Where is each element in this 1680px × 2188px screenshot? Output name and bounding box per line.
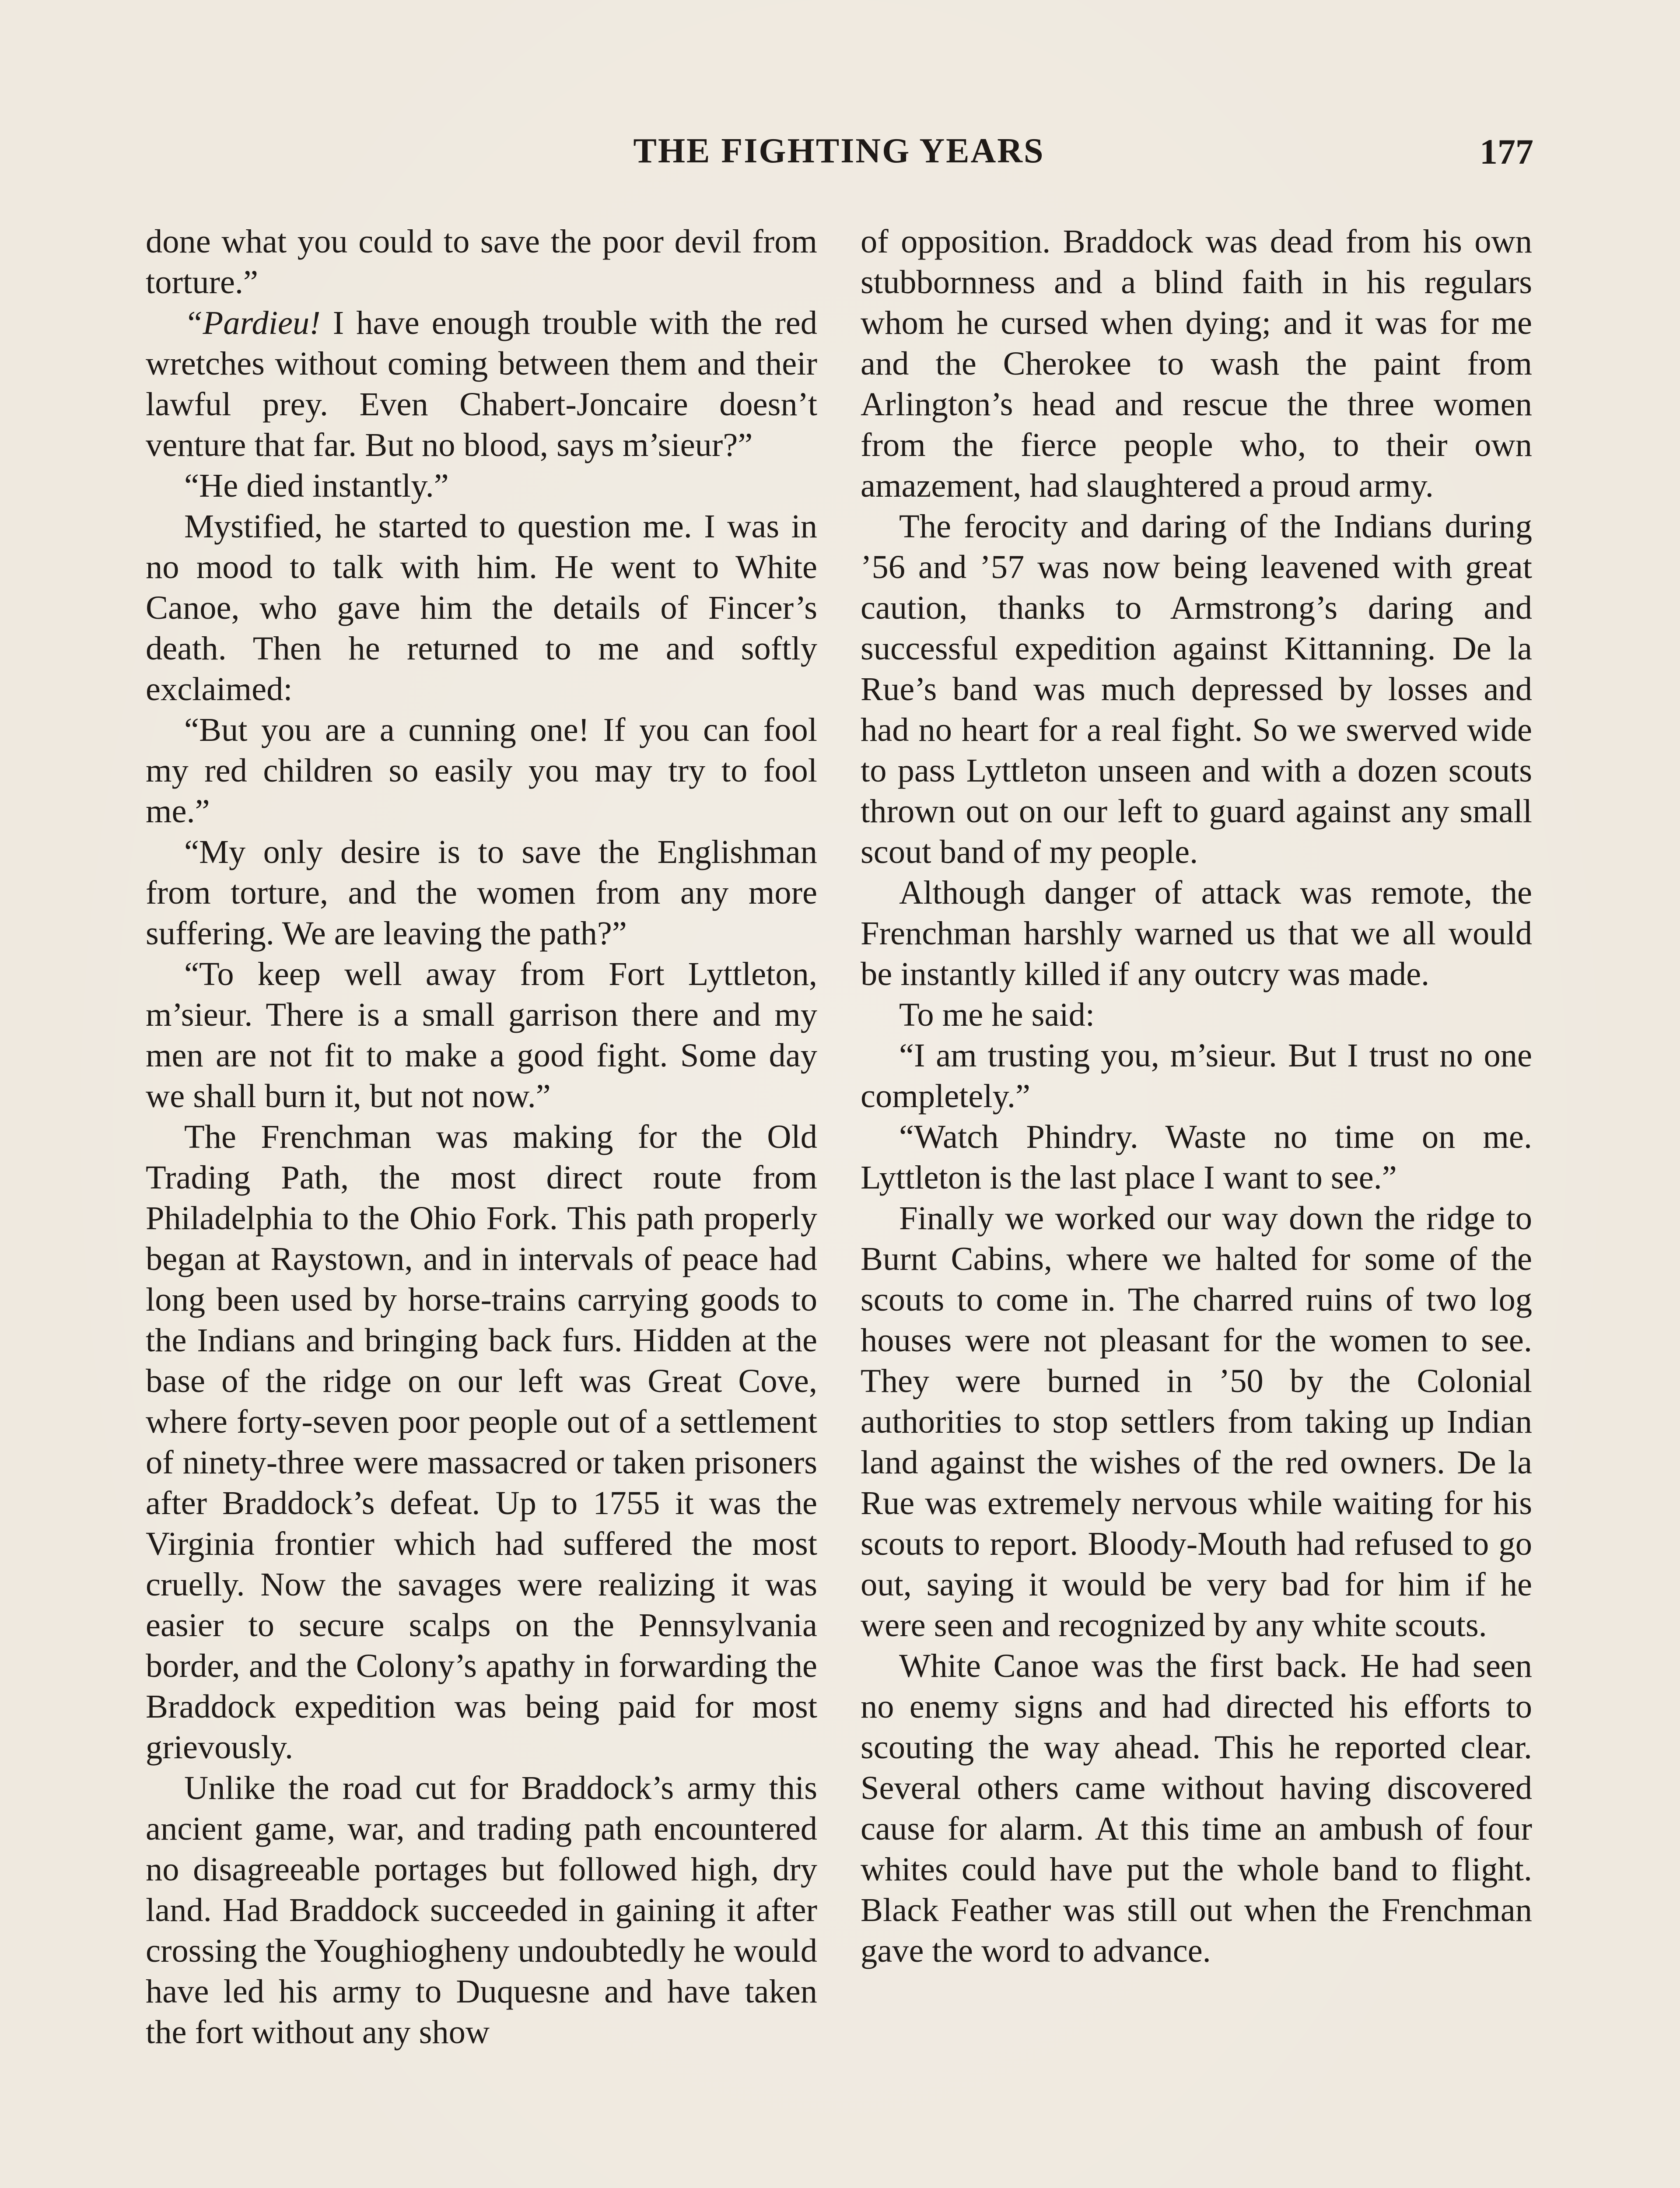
- paragraph: Although danger of attack was remote, the Frenchman harshly warned us that we all would be instantly killed if any outcry was made.: [861, 874, 1532, 992]
- paragraph: done what you could to save the poor devil from torture.”: [146, 223, 817, 301]
- paragraph: “My only desire is to save the Englishman from torture, and the women from any more suffering. We are leaving the path?”: [146, 833, 817, 952]
- paragraph: Mystified, he started to question me. I was in no mood to talk with him. He went to White Canoe, who gave him the details of Fincer’s death. Then he returned to me and softly exclaimed:: [146, 508, 817, 708]
- right-text-column: [861, 221, 1532, 1971]
- paragraph: “But you are a cunning one! If you can fool my red children so easily you may try to fool me.”: [146, 711, 817, 830]
- italic-exclamation: “Pardieu!: [184, 304, 321, 341]
- paragraph: Finally we worked our way down the ridge to Burnt Cabins, where we halted for some of the scouts to come in. The charred ruins of two log houses were not pleasant for the women to see. They were burned in ’50 by the Colonial authorities to stop settlers from taking up Indian land against the wishes of the red owners. De la Rue was extremely nervous while waiting for his scouts to report. Bloody-Mouth had refused to go out, saying it would be very bad for him if he were seen and recognized by any white scouts.: [861, 1199, 1532, 1644]
- paragraph: of opposition. Braddock was dead from his own stubbornness and a blind faith in his regulars whom he cursed when dying; and it was for me and the Cherokee to wash the paint from Arlington’s head and rescue the three women from the fierce people who, to their own amazement, had slaughtered a proud army.: [861, 223, 1532, 504]
- paragraph: “He died instantly.”: [184, 467, 449, 504]
- paragraph: “To keep well away from Fort Lyttleton, m’sieur. There is a small garrison there and my men are not fit to make a good fight. Some day we shall burn it, but not now.”: [146, 955, 817, 1115]
- paragraph: The ferocity and daring of the Indians during ’56 and ’57 was now being leavened with great caution, thanks to Armstrong’s daring and successful expedition against Kittanning. De la Rue’s band was much depressed by losses and had no heart for a real fight. So we swerved wide to pass Lyttleton unseen and with a dozen scouts thrown out on our left to guard against any small scout band of my people.: [861, 508, 1532, 870]
- paragraph: “Watch Phindry. Waste no time on me. Lyttleton is the last place I want to see.”: [861, 1118, 1532, 1196]
- paragraph: “Pardieu! I have enough trouble with the red wretches without coming between them and their lawful prey. Even Chabert-Joncaire doesn’t venture that far. But no blood, says m’sieur?”: [146, 304, 817, 463]
- paragraph: “I am trusting you, m’sieur. But I trust no one completely.”: [861, 1037, 1532, 1115]
- left-text-column: [146, 221, 817, 2052]
- page-number: 177: [1480, 132, 1533, 172]
- paragraph: Unlike the road cut for Braddock’s army this ancient game, war, and trading path encountered no disagreeable portages but followed high, dry land. Had Braddock succeeded in gaining it after crossing the Youghiogheny undoubtedly he would have led his army to Duquesne and have taken the fort without any show: [146, 1769, 817, 2051]
- paragraph: The Frenchman was making for the Old Trading Path, the most direct route from Philadelphia to the Ohio Fork. This path properly began at Raystown, and in intervals of peace had long been used by horse-trains carrying goods to the Indians and bringing back furs. Hidden at the base of the ridge on our left was Great Cove, where forty-seven poor people out of a settlement of ninety-three were massacred or taken prisoners after Braddock’s defeat. Up to 1755 it was the Virginia frontier which had suffered the most cruelly. Now the savages were realizing it was easier to secure scalps on the Pennsylvania border, and the Colony’s apathy in forwarding the Braddock expedition was being paid for most grievously.: [146, 1118, 817, 1766]
- running-title: THE FIGHTING YEARS: [633, 132, 1045, 170]
- paragraph: White Canoe was the first back. He had seen no enemy signs and had directed his efforts to scouting the way ahead. This he reported clear. Several others came without having discovered cause for alarm. At this time an ambush of four whites could have put the whole band to flight. Black Feather was still out when the Frenchman gave the word to advance.: [861, 1647, 1532, 1969]
- running-head: [144, 131, 1533, 184]
- paragraph: To me he said:: [899, 996, 1095, 1033]
